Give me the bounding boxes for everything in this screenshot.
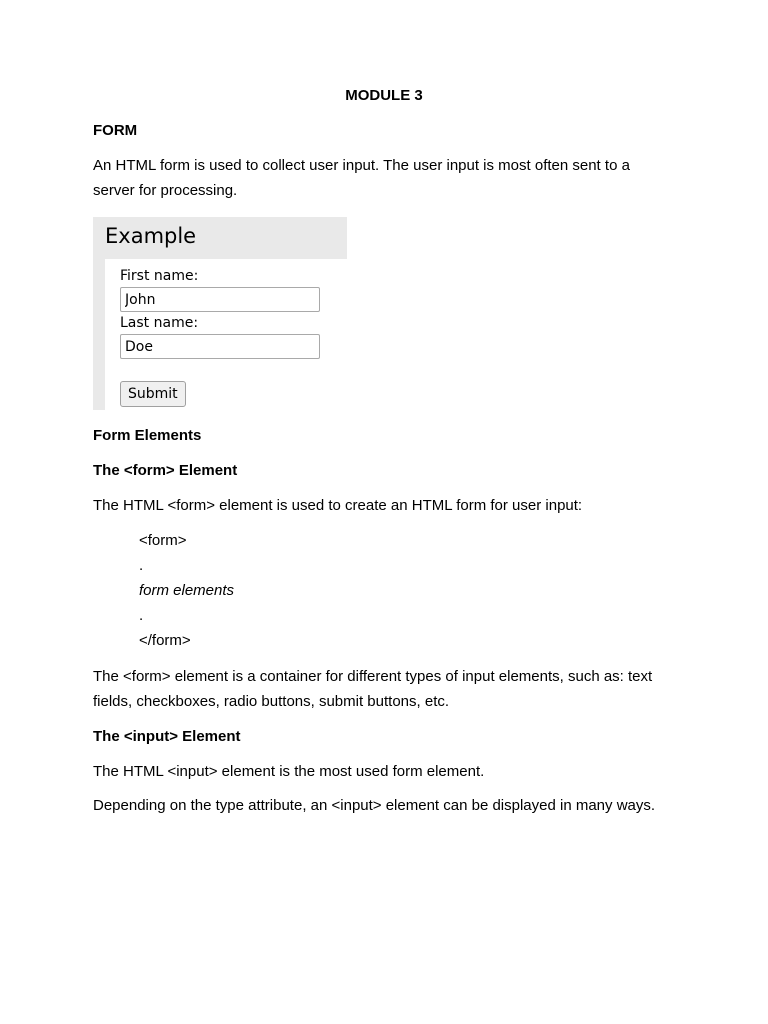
first-name-label: First name: [120,268,199,284]
example-header [93,217,347,259]
submit-button[interactable]: Submit [120,381,186,407]
example-side-bar [93,259,105,410]
example-figure [93,217,347,410]
first-name-input[interactable] [120,287,320,312]
intro-line-2: server for processing. [93,182,238,199]
section-title: FORM [93,122,138,139]
code-dot-2: . [139,607,144,624]
container-desc-line-1: The <form> element is a container for different types of input elements, such as: text [93,668,653,685]
form-element-heading: The <form> Element [93,462,238,479]
module-title: MODULE 3 [345,87,423,104]
intro-line-1: An HTML form is used to collect user input. The user input is most often sent to a [93,157,630,174]
code-form-close: </form> [139,632,191,649]
input-description-2: Depending on the type attribute, an <input> element can be displayed in many ways. [93,797,656,814]
last-name-label: Last name: [120,315,199,331]
example-title: Example [105,224,197,248]
code-form-open: <form> [139,532,187,549]
container-desc-line-2: fields, checkboxes, radio buttons, submit buttons, etc. [93,693,450,710]
input-description-1: The HTML <input> element is the most used form element. [93,763,485,780]
code-dot-1: . [139,557,144,574]
input-element-heading: The <input> Element [93,728,241,745]
form-elements-heading: Form Elements [93,427,202,444]
form-element-description: The HTML <form> element is used to create an HTML form for user input: [93,497,583,514]
code-form-elements: form elements [139,582,235,599]
last-name-input[interactable] [120,334,320,359]
